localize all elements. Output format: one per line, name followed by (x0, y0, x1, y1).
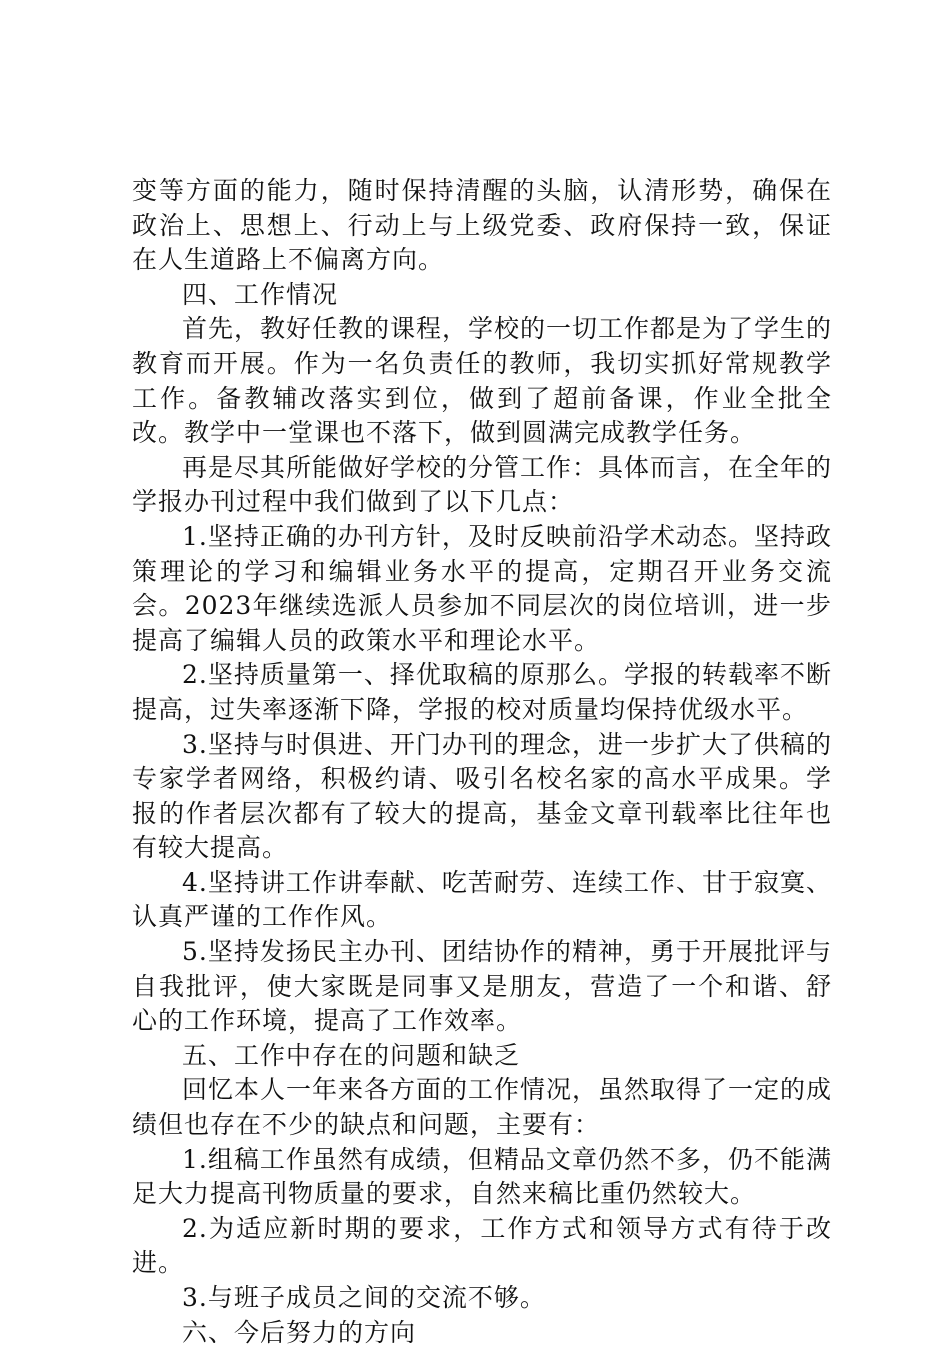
paragraph-review: 回忆本人一年来各方面的工作情况，虽然取得了一定的成绩但也存在不少的缺点和问题，主要有： (132, 1075, 833, 1140)
problem-item-1: 1.组稿工作虽然有成绩，但精品文章仍然不多，仍不能满足大力提高刊物质量的要求，自然来稿比重仍然较大。 (132, 1144, 832, 1209)
problem-item-3: 3.与班子成员之间的交流不够。 (182, 1283, 546, 1312)
list-item-1: 1.坚持正确的办刊方针，及时反映前沿学术动态。坚持政策理论的学习和编辑业务水平的提高，定期召开业务交流会。2023年继续选派人员参加不同层次的岗位培训，进一步提高了编辑人员的政策水平和理论水平。 (132, 521, 832, 655)
paragraph-management: 再是尽其所能做好学校的分管工作：具体而言，在全年的学报办刊过程中我们做到了以下几点： (132, 452, 833, 517)
list-item-5: 5.坚持发扬民主办刊、团结协作的精神，勇于开展批评与自我批评，使大家既是同事又是朋友，营造了一个和谐、舒心的工作环境，提高了工作效率。 (132, 937, 832, 1036)
paragraph-continuation: 变等方面的能力，随时保持清醒的头脑，认清形势，确保在政治上、思想上、行动上与上级党委、政府保持一致，保证在人生道路上不偏离方向。 (132, 176, 832, 275)
section-heading-problems: 五、工作中存在的问题和缺乏 (182, 1040, 521, 1070)
list-item-3: 3.坚持与时俱进、开门办刊的理念，进一步扩大了供稿的专家学者网络，积极约请、吸引名校名家的高水平成果。学报的作者层次都有了较大的提高，基金文章刊载率比往年也有较大提高。 (132, 729, 832, 863)
problem-item-2: 2.为适应新时期的要求，工作方式和领导方式有待于改进。 (132, 1213, 832, 1278)
paragraph-teaching: 首先，教好任教的课程，学校的一切工作都是为了学生的教育而开展。作为一名负责任的教师，我切实抓好常规教学工作。备教辅改落实到位，做到了超前备课，作业全批全改。教学中一堂课也不落下，做到圆满完成教学任务。 (132, 314, 833, 448)
list-item-2: 2.坚持质量第一、择优取稿的原那么。学报的转载率不断提高，过失率逐渐下降，学报的校对质量均保持优级水平。 (132, 660, 832, 724)
section-heading-future: 六、今后努力的方向 (182, 1317, 417, 1347)
list-item-4: 4.坚持讲工作讲奉献、吃苦耐劳、连续工作、甘于寂寞、认真严谨的工作作风。 (132, 867, 832, 932)
section-heading-work-status: 四、工作情况 (182, 279, 339, 309)
document-body (132, 174, 832, 1350)
